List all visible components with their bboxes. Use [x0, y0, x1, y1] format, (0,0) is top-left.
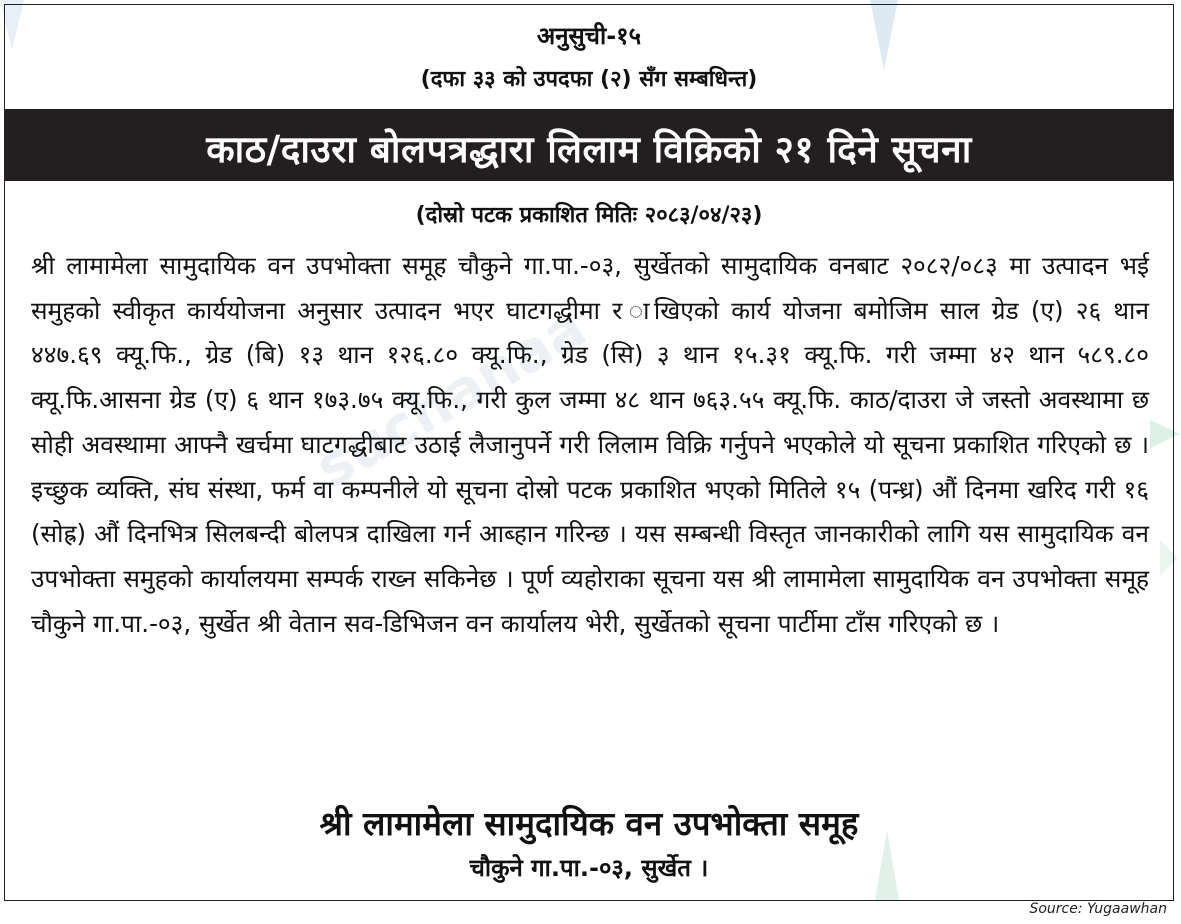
watermark: suchanaa	[305, 295, 597, 502]
signatory-address: चौकुने गा.पा.-०३, सुर्खेत ।	[469, 854, 709, 882]
signatory-organization: श्री लामामेला सामुदायिक वन उपभोक्ता समूह	[319, 804, 859, 843]
notice-header	[5, 5, 1173, 109]
source-credit: Source: Yugaawhan	[1029, 901, 1167, 917]
schedule-heading: अनुसुची-१५	[536, 22, 642, 50]
publish-date: (दोस्रो पटक प्रकाशित मितिः २०८३/०४/२३)	[415, 203, 763, 228]
title-banner	[5, 109, 1173, 181]
notice-body: श्री लामामेला सामुदायिक वन उपभोक्ता समूह चौकुने गा.पा.-०३, सुर्खेतको सामुदायिक वनबाट २०८२/०८३ मा उत्पादन भई समुहको स्वीकृत कार्ययोजना अनुसार उत्पादन भएर घाटगद्धीमा र ाखिएको कार्य योजना बमोजिम साल ग्रेड (ए) २६ थान ४४७.६९ क्यू.फि., ग्रेड (बि) १३ थान १२६.८० क्यू.फि., ग्रेड (सि) ३ थान १५.३१ क्यू.फि. गरी जम्मा ४२ थान ५८९.८० क्यू.फि.आसना ग्रेड (ए) ६ थान १७३.७५ क्यू.फि., गरी कुल जम्मा ४८ थान ७६३.५५ क्यू.फि. काठ/दाउरा जे जस्तो अवस्थामा छ सोही अवस्थामा आफ्नै खर्चमा घाटगद्धीबाट उठाई लैजानुपर्ने गरी लिलाम विक्रि गर्नुपने भएकोले यो सूचना प्रकाशित गरिएको छ । इच्छुक व्यक्ति, संघ संस्था, फर्म वा कम्पनीले यो सूचना दोस्रो पटक प्रकाशित भएको मितिले १५ (पन्ध्र) औं दिनमा खरिद गरी १६ (सोह्र) औं दिनभित्र सिलबन्दी बोलपत्र दाखिला गर्न आब्हान गरिन्छ । यस सम्बन्धी विस्तृत जानकारीको लागि यस सामुदायिक वन उपभोक्ता समुहको कार्यालयमा सम्पर्क राख्न सकिनेछ । पूर्ण व्यहोराका सूचना यस श्री लामामेला सामुदायिक वन उपभोक्ता समूह चौकुने गा.पा.-०३, सुर्खेत श्री वेतान सव-डिभिजन वन कार्यालय भेरी, सुर्खेतको सूचना पार्टीमा टाँस गरिएको छ ।	[31, 251, 1149, 638]
clause-reference: (दफा ३३ को उपदफा (२) सँग सम्बधिन्त)	[420, 67, 758, 92]
notice-title: काठ/दाउरा बोलपत्रद्धारा लिलाम विक्रिको २१ दिने सूचना	[206, 128, 972, 171]
notice-frame	[4, 4, 1174, 901]
